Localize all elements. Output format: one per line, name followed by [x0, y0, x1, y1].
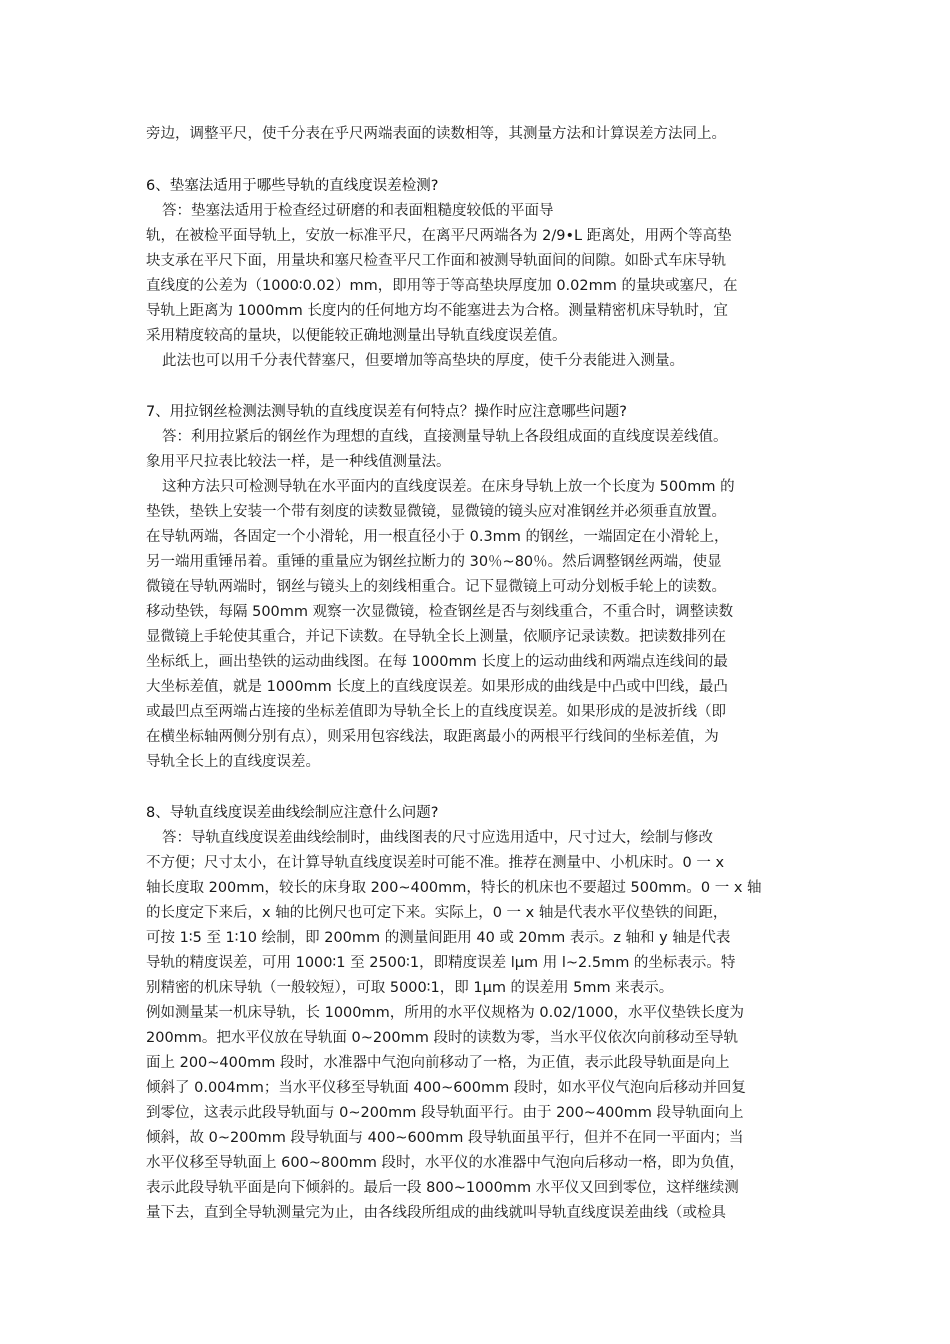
paragraph-line: 旁边，调整平尺，使千分表在乎尺两端表面的读数相等，其测量方法和计算误差方法同上。	[146, 126, 726, 142]
paragraph-line: 不方便；尺寸太小，在计算导轨直线度误差时可能不准。推荐在测量中、小机床时。0 一 x	[146, 855, 725, 871]
paragraph-line: 导轨上距离为 1000mm 长度内的任何地方均不能塞进去为合格。测量精密机床导轨时，宜	[146, 303, 728, 319]
paragraph-line: 例如测量某一机床导轨，长 1000mm，所用的水平仪规格为 0.02/1000，水平仪垫铁长度为	[146, 1005, 744, 1021]
question-heading-7: 7、用拉钢丝检测法测导轨的直线度误差有何特点？操作时应注意哪些问题?	[146, 404, 627, 420]
paragraph-line: 水平仪移至导轨面上 600~800mm 段时，水平仪的水准器中气泡向后移动一格，即为负值，	[146, 1155, 744, 1171]
paragraph-line: 表示此段导轨平面是向下倾斜的。最后一段 800~1000mm 水平仪又回到零位，这样继续测	[146, 1180, 739, 1196]
question-heading-8: 8、导轨直线度误差曲线绘制应注意什么问题?	[146, 805, 439, 821]
paragraph-line: 垫铁，垫铁上安装一个带有刻度的读数显微镜，显微镜的镜头应对准钢丝并必须垂直放置。	[146, 504, 726, 520]
paragraph-line: 量下去，直到全导轨测量完为止，由各线段所组成的曲线就叫导轨直线度误差曲线（或检具	[146, 1205, 726, 1221]
paragraph-line: 显微镜上手轮使其重合，并记下读数。在导轨全长上测量，依顺序记录读数。把读数排列在	[146, 629, 726, 645]
paragraph-line: 采用精度较高的量块，以便能较正确地测量出导轨直线度误差值。	[146, 328, 567, 344]
paragraph-line: 在导轨两端，各固定一个小滑轮，用一根直径小于 0.3mm 的钢丝，一端固定在小滑轮上，	[146, 529, 729, 545]
paragraph-line: 面上 200~400mm 段时，水准器中气泡向前移动了一格，为正值，表示此段导轨面是向上	[146, 1055, 730, 1071]
answer-line: 答：导轨直线度误差曲线绘制时，曲线图表的尺寸应选用适中，尺寸过大，绘制与修改	[162, 830, 713, 846]
question-heading-6: 6、垫塞法适用于哪些导轨的直线度误差检测?	[146, 178, 439, 194]
paragraph-line: 到零位，这表示此段导轨面与 0~200mm 段导轨面平行。由于 200~400mm 段导轨面向上	[146, 1105, 744, 1121]
paragraph-line: 另一端用重锤吊着。重锤的重量应为钢丝拉断力的 30％~80％。然后调整钢丝两端，使显	[146, 554, 722, 570]
paragraph-line: 这种方法只可检测导轨在水平面内的直线度误差。在床身导轨上放一个长度为 500mm 的	[162, 479, 735, 495]
paragraph-line: 可按 1∶5 至 1∶10 绘制，即 200mm 的测量间距用 40 或 20mm 表示。z 轴和 y 轴是代表	[146, 930, 731, 946]
paragraph-line: 移动垫铁，每隔 500mm 观察一次显微镜，检查钢丝是否与刻线重合，不重合时，调整读数	[146, 604, 734, 620]
paragraph-line: 直线度的公差为（1000∶0.02）mm，即用等于等高垫块厚度加 0.02mm 的量块或塞尺，在	[146, 278, 738, 294]
paragraph-line: 微镜在导轨两端时，钢丝与镜头上的刻线相重合。记下显微镜上可动分划板手轮上的读数。	[146, 579, 726, 595]
paragraph-line: 象用平尺拉表比较法一样，是一种线值测量法。	[146, 454, 451, 470]
paragraph-line: 200mm。把水平仪放在导轨面 0~200mm 段时的读数为零，当水平仪依次向前移动至导轨	[146, 1030, 738, 1046]
paragraph-line: 别精密的机床导轨（一般较短），可取 5000∶1，即 1μm 的误差用 5mm 来表示。	[146, 980, 674, 996]
paragraph-line: 的长度定下来后，x 轴的比例尺也可定下来。实际上，0 一 x 轴是代表水平仪垫铁的间距，	[146, 905, 728, 921]
paragraph-line: 导轨全长上的直线度误差。	[146, 754, 320, 770]
paragraph-line: 坐标纸上，画出垫铁的运动曲线图。在每 1000mm 长度上的运动曲线和两端点连线间的最	[146, 654, 728, 670]
paragraph-line: 轨，在被检平面导轨上，安放一标准平尺，在离平尺两端各为 2/9•L 距离处，用两个等高垫	[146, 228, 732, 244]
paragraph-line: 此法也可以用千分表代替塞尺，但要增加等高垫块的厚度，使千分表能进入测量。	[162, 353, 684, 369]
paragraph-line: 倾斜，故 0~200mm 段导轨面与 400~600mm 段导轨面虽平行，但并不在同一平面内；当	[146, 1130, 744, 1146]
paragraph-line: 在横坐标轴两侧分别有点），则采用包容线法，取距离最小的两根平行线间的坐标差值，为	[146, 729, 719, 745]
answer-line: 答：利用拉紧后的钢丝作为理想的直线，直接测量导轨上各段组成面的直线度误差线值。	[162, 429, 728, 445]
paragraph-line: 倾斜了 0.004mm；当水平仪移至导轨面 400~600mm 段时，如水平仪气泡向后移动并回复	[146, 1080, 746, 1096]
answer-line: 答：垫塞法适用于检查经过研磨的和表面粗糙度较低的平面导	[162, 203, 554, 219]
paragraph-line: 或最凹点至两端占连接的坐标差值即为导轨全长上的直线度误差。如果形成的是波折线（即	[146, 704, 726, 720]
paragraph-line: 大坐标差值，就是 1000mm 长度上的直线度误差。如果形成的曲线是中凸或中凹线，最凸	[146, 679, 728, 695]
paragraph-line: 块支承在平尺下面，用量块和塞尺检查平尺工作面和被测导轨面间的间隙。如卧式车床导轨	[146, 253, 726, 269]
paragraph-line: 导轨的精度误差，可用 1000∶1 至 2500∶1，即精度误差 lμm 用 l~2.5mm 的坐标表示。特	[146, 955, 736, 971]
paragraph-line: 轴长度取 200mm，较长的床身取 200~400mm，特长的机床也不要超过 500mm。0 一 x 轴	[146, 880, 762, 896]
